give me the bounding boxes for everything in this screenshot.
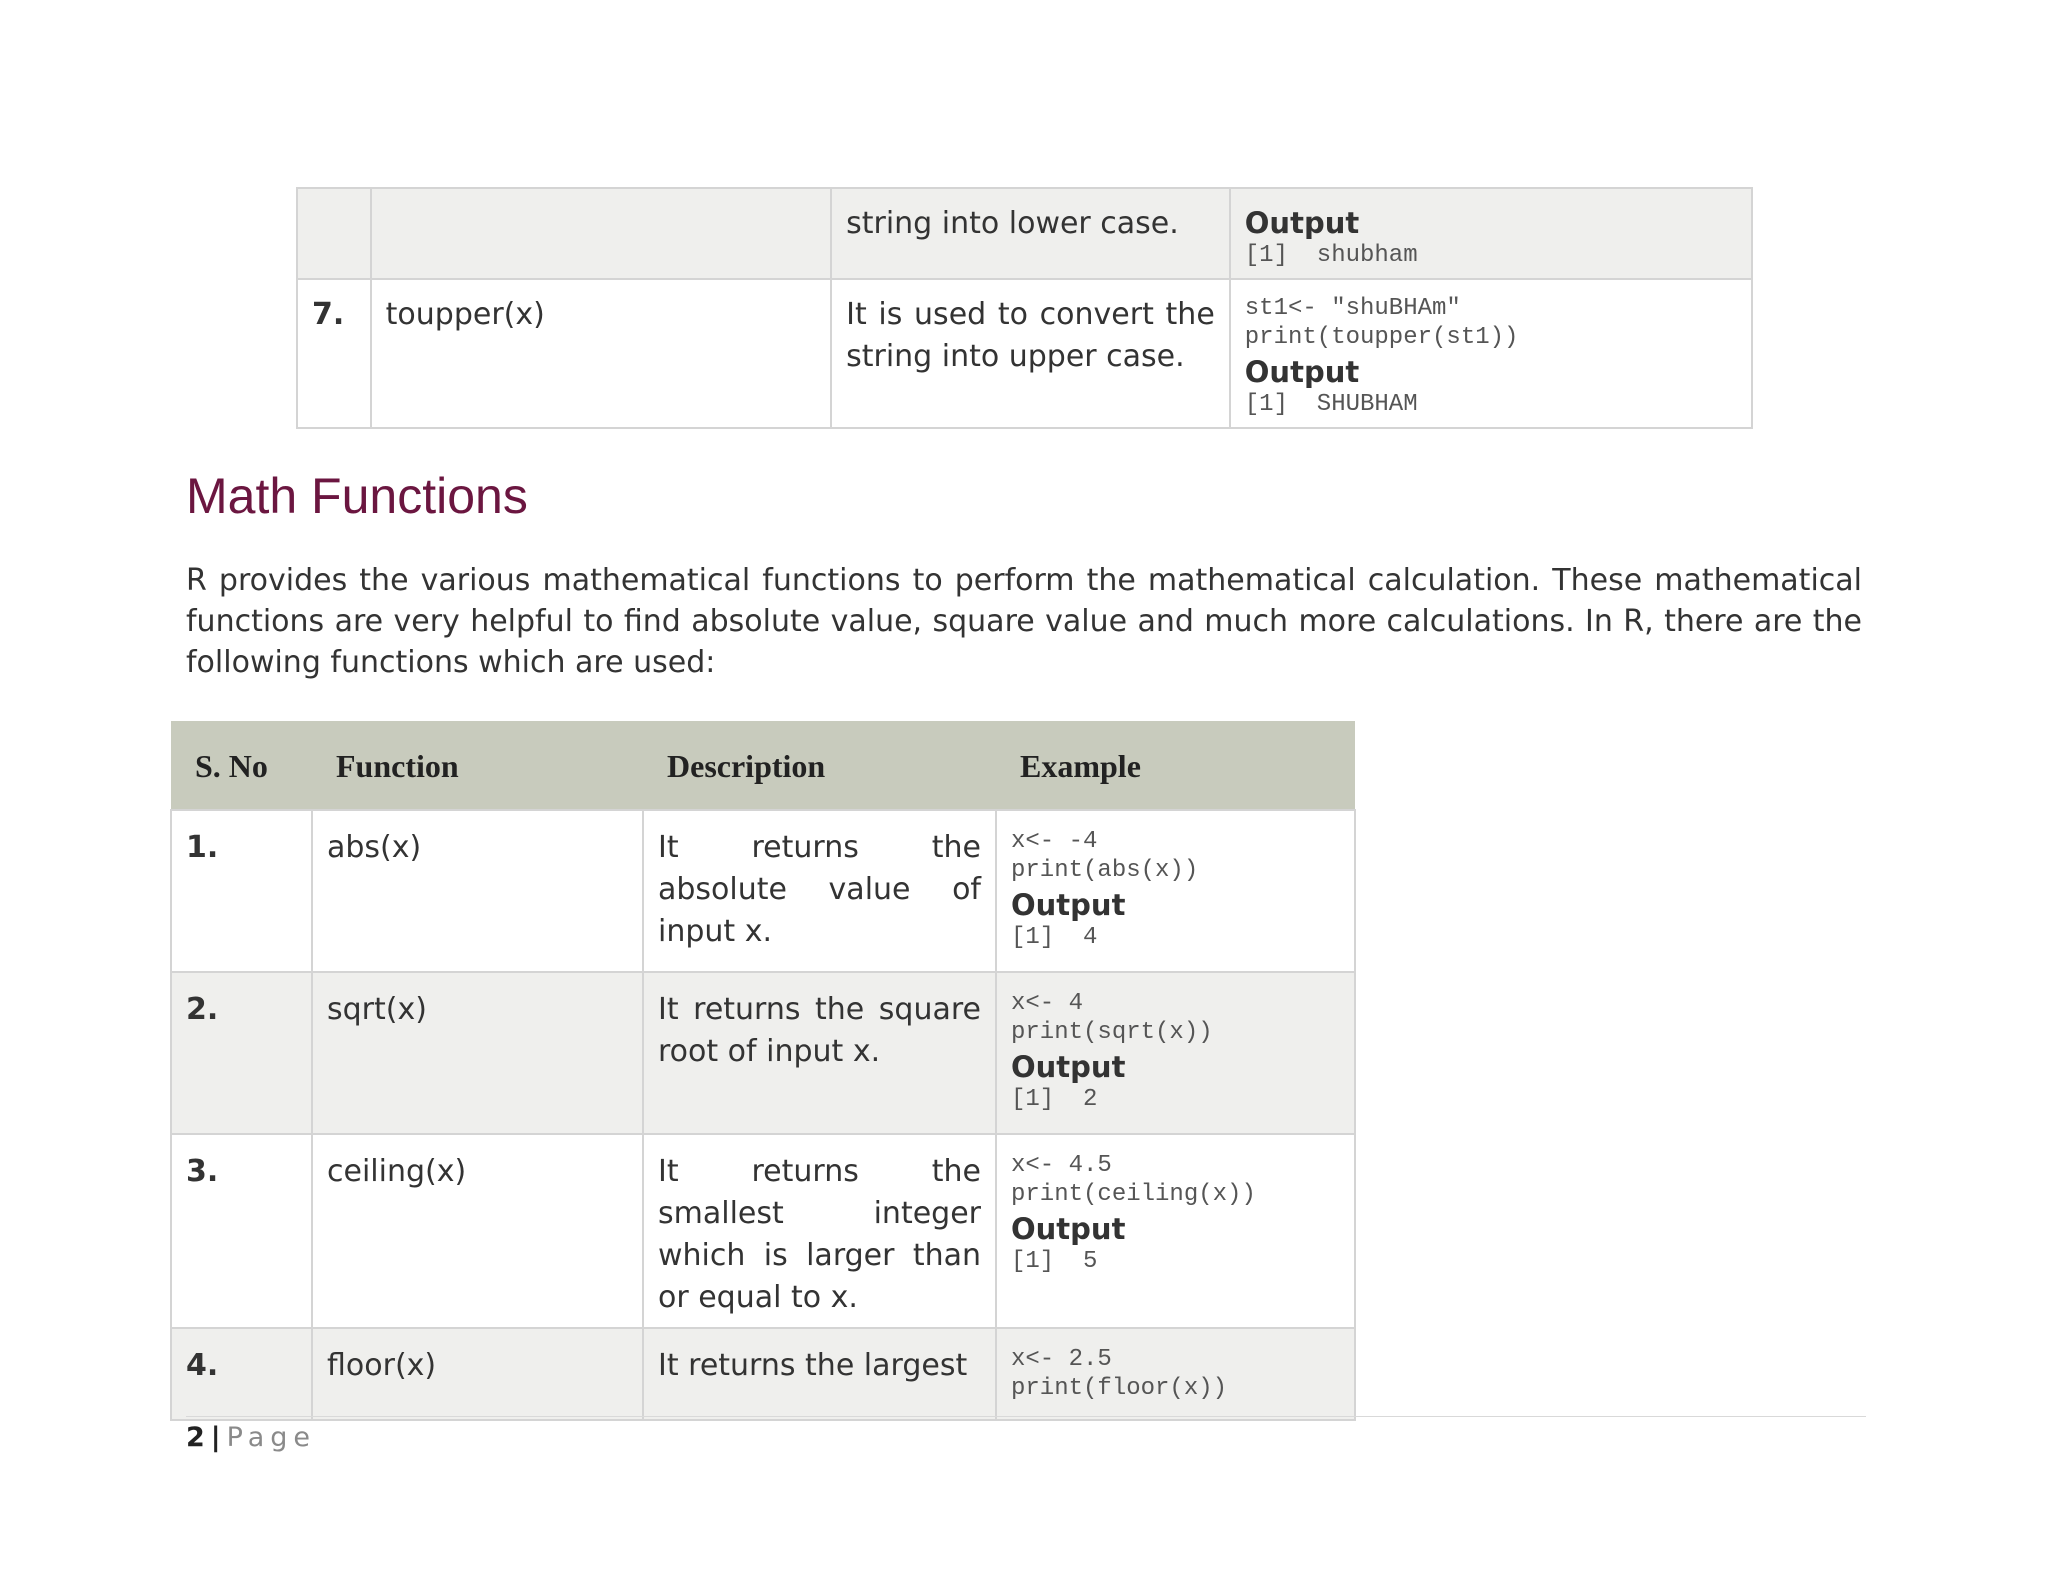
math-functions-table	[170, 721, 1356, 1421]
table-row	[297, 279, 1752, 428]
output-value: [1] SHUBHAM	[1244, 391, 1418, 418]
description-cell: It returns the absolute value of input x.	[643, 810, 996, 972]
function-cell: toupper(x)	[371, 279, 831, 428]
header-function: Function	[312, 721, 643, 810]
description-cell: It returns the smallest integer which is larger than or equal to x.	[643, 1134, 996, 1328]
output-label: Output	[1244, 355, 1360, 389]
sno-cell: 3.	[171, 1134, 312, 1328]
section-heading: Math Functions	[186, 468, 528, 524]
string-functions-table-continued	[296, 187, 1753, 429]
code-line: print(abs(x))	[1011, 857, 1199, 884]
sno-cell: 7.	[297, 279, 371, 428]
function-cell: ceiling(x)	[312, 1134, 643, 1328]
example-cell	[996, 1134, 1355, 1328]
description-cell: It returns the square root of input x.	[643, 972, 996, 1134]
sno-cell: 2.	[171, 972, 312, 1134]
sno-cell: 1.	[171, 810, 312, 972]
intro-paragraph: R provides the various mathematical functions to perform the mathematical calculation. These mathematical functions are very helpful to find absolute value, square value and much more calculations. In R, there are the following functions which are used:	[186, 563, 1862, 680]
code-line: x<- 2.5	[1011, 1346, 1112, 1373]
header-sno: S. No	[171, 721, 312, 810]
header-description: Description	[643, 721, 996, 810]
code-line: print(sqrt(x))	[1011, 1019, 1213, 1046]
function-cell: abs(x)	[312, 810, 643, 972]
table-row	[297, 188, 1752, 279]
example-cell	[1230, 279, 1752, 428]
table-row	[171, 810, 1355, 972]
page-label: Page	[226, 1422, 317, 1453]
description-cell: string into lower case.	[831, 188, 1230, 279]
sno-cell	[297, 188, 371, 279]
code-line: x<- -4	[1011, 828, 1098, 855]
output-value: [1] 2	[1011, 1086, 1098, 1113]
output-value: [1] 5	[1011, 1248, 1098, 1275]
code-line: x<- 4	[1011, 990, 1084, 1017]
output-value: [1] shubham	[1244, 242, 1418, 269]
example-cell	[996, 972, 1355, 1134]
output-label: Output	[1011, 888, 1126, 922]
table-row	[171, 1134, 1355, 1328]
function-cell: sqrt(x)	[312, 972, 643, 1134]
code-line: x<- 4.5	[1011, 1152, 1112, 1179]
output-value: [1] 4	[1011, 924, 1098, 951]
output-label: Output	[1011, 1212, 1126, 1246]
table-header-row	[171, 721, 1355, 810]
footer-divider	[186, 1416, 1866, 1417]
function-cell: floor(x)	[312, 1328, 643, 1420]
description-cell: It returns the largest	[643, 1328, 996, 1420]
code-line: print(ceiling(x))	[1011, 1181, 1256, 1208]
table-row	[171, 972, 1355, 1134]
example-cell	[996, 1328, 1355, 1420]
example-cell	[1230, 188, 1752, 279]
page-footer	[186, 1420, 316, 1456]
description-cell: It is used to convert the string into upper case.	[831, 279, 1230, 428]
output-label: Output	[1244, 206, 1360, 240]
code-line: print(toupper(st1))	[1244, 324, 1519, 351]
sno-cell: 4.	[171, 1328, 312, 1420]
output-label: Output	[1011, 1050, 1126, 1084]
page-number: 2	[186, 1422, 205, 1453]
header-example: Example	[996, 721, 1355, 810]
example-cell	[996, 810, 1355, 972]
code-line: st1<- "shuBHAm"	[1244, 295, 1461, 322]
code-line: print(floor(x))	[1011, 1375, 1228, 1402]
function-cell	[371, 188, 831, 279]
page-separator: |	[210, 1422, 221, 1453]
table-row	[171, 1328, 1355, 1420]
